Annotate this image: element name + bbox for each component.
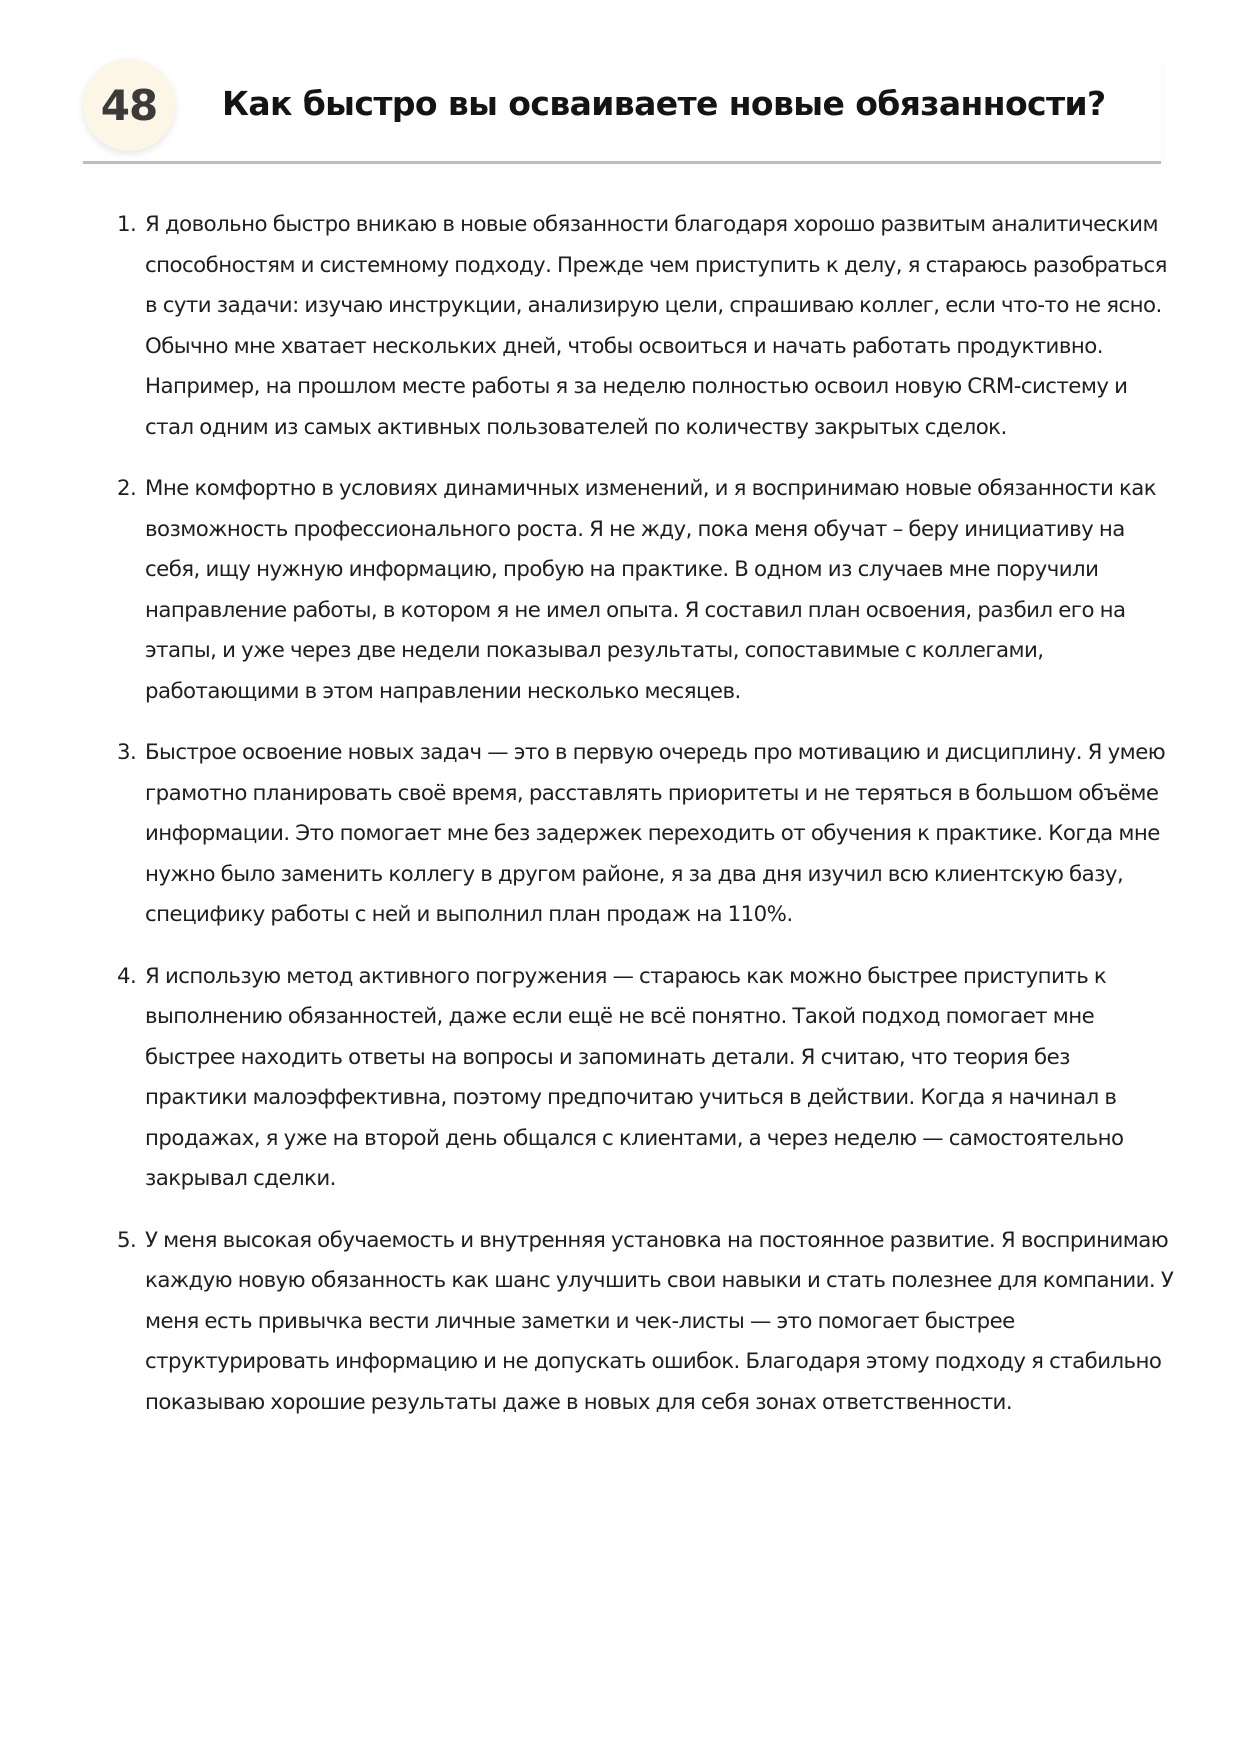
answer-text: У меня высокая обучаемость и внутренняя установка на постоянное развитие. Я воспринимаю каждую новую обязанность как шанс улучшить свои навыки и стать полезнее для компании. У меня есть привычка вести личные заметки и чек-листы — это помогает быстрее структурировать информацию и не допускать ошибок. Благодаря этому подходу я стабильно показываю хорошие результаты даже в новых для себя зонах ответственности. <box>145 1227 1174 1415</box>
answer-text: Я использую метод активного погружения — стараюсь как можно быстрее приступить к выполнению обязанностей, даже если ещё не всё понятно. Такой подход помогает мне быстрее находить ответы на вопросы и запоминать детали. Я считаю, что теория без практики малоэффективна, поэтому предпочитаю учиться в действии. Когда я начинал в продажах, я уже на второй день общался с клиентами, а через неделю — самостоятельно закрывал сделки. <box>145 963 1124 1191</box>
answer-text: Я довольно быстро вникаю в новые обязанности благодаря хорошо развитым аналитическим способностям и системному подходу. Прежде чем приступить к делу, я стараюсь разобраться в сути задачи: изучаю инструкции, анализирую цели, спрашиваю коллег, если что-то не ясно. Обычно мне хватает нескольких дней, чтобы освоиться и начать работать продуктивно. Например, на прошлом месте работы я за неделю полностью освоил новую CRM-систему и стал одним из самых активных пользователей по количеству закрытых сделок. <box>145 212 1167 440</box>
answer-item-1 <box>0 205 1175 448</box>
question-number: 48 <box>100 80 158 130</box>
question-title: Как быстро вы осваиваете новые обязанности? <box>222 84 1106 123</box>
header-divider <box>83 161 1161 164</box>
answer-text: Быстрое освоение новых задач — это в первую очередь про мотивацию и дисциплину. Я умею грамотно планировать своё время, расставлять приоритеты и не теряться в большом объёме информации. Это помогает мне без задержек переходить от обучения к практике. Когда мне нужно было заменить коллегу в другом районе, я за два дня изучил всю клиентскую базу, специфику работы с ней и выполнил план продаж на 110%. <box>145 740 1166 927</box>
answer-list <box>0 205 1239 1444</box>
answer-item-2 <box>0 469 1175 712</box>
answer-item-4 <box>0 957 1175 1200</box>
answer-marker: 4. <box>117 963 137 989</box>
answer-item-3 <box>0 733 1175 936</box>
answer-text: Мне комфортно в условиях динамичных изменений, и я воспринимаю новые обязанности как возможность профессионального роста. Я не жду, пока меня обучат – беру инициативу на себя, ищу нужную информацию, пробую на практике. В одном из случаев мне поручили направление работы, в котором я не имел опыта. Я составил план освоения, разбил его на этапы, и уже через две недели показывал результаты, сопоставимые с коллегами, работающими в этом направлении несколько месяцев. <box>145 476 1157 704</box>
answer-item-5 <box>0 1221 1175 1424</box>
answer-marker: 5. <box>117 1227 137 1253</box>
answer-marker: 1. <box>117 212 137 237</box>
answer-marker: 2. <box>117 476 137 501</box>
answer-marker: 3. <box>117 740 137 765</box>
question-number-badge <box>83 59 175 151</box>
